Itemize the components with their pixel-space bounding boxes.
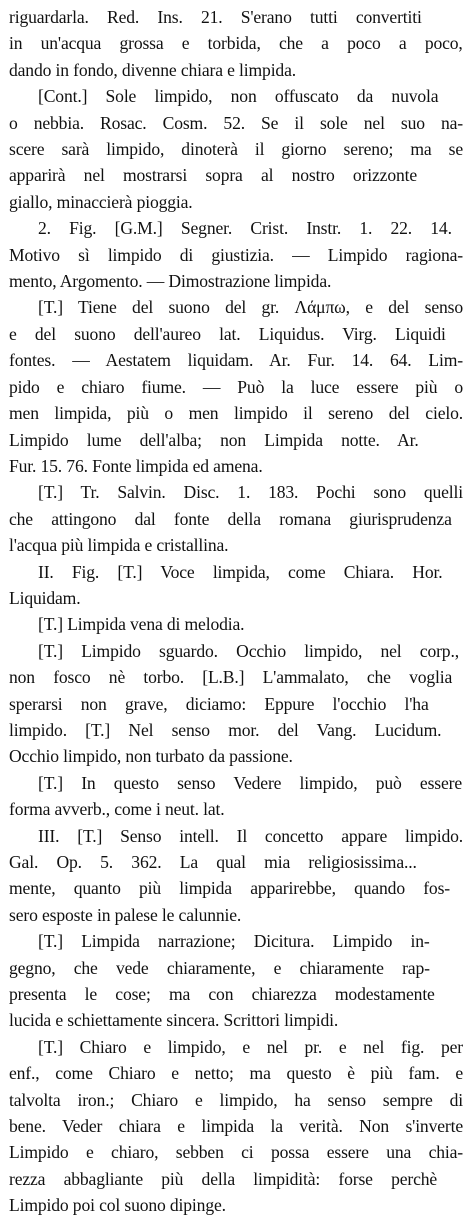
text-line <box>9 928 463 954</box>
line-text: lucida e schiettamente sincera. Scrittori limpidi. <box>9 1010 339 1031</box>
text-line <box>9 796 463 822</box>
line-text: che attingono dal fonte della romana giurisprudenza <box>9 508 452 529</box>
line-text: Fur. 15. 76. Fonte limpida ed amena. <box>9 455 263 476</box>
text-line <box>9 268 463 294</box>
text-line <box>9 136 463 162</box>
line-text: Limpido e chiaro, sebben ci possa essere una chia- <box>9 1142 463 1163</box>
line-text: rezza abbagliante più della limpidità: forse perchè <box>9 1168 438 1189</box>
text-line <box>9 294 463 320</box>
text-line <box>9 189 463 215</box>
text-line <box>9 347 463 373</box>
text-line <box>9 691 463 717</box>
text-line <box>9 1007 463 1033</box>
line-text: o nebbia. Rosac. Cosm. 52. Se il sole nel suo na- <box>9 112 463 133</box>
text-line <box>9 559 463 585</box>
text-line <box>9 321 463 347</box>
text-line <box>9 849 463 875</box>
text-line <box>9 585 463 611</box>
text-line <box>9 823 463 849</box>
line-text: Gal. Op. 5. 362. La qual mia religiosissima... <box>9 852 417 872</box>
line-text: Limpido poi col suono dipinge. <box>9 1195 226 1216</box>
text-line <box>9 875 463 901</box>
text-line <box>9 479 463 505</box>
text-line <box>9 162 463 188</box>
line-text: scere sarà limpido, dinoterà il giorno sereno; ma se <box>9 139 463 160</box>
text-line <box>9 30 463 56</box>
text-line <box>9 532 463 558</box>
line-text: apparirà nel mostrarsi sopra al nostro orizzonte <box>9 165 418 186</box>
text-line <box>9 506 463 532</box>
line-text: mento, Argomento. — Dimostrazione limpida. <box>9 271 332 292</box>
line-text: [T.] Tiene del suono del gr. Λάμπω, e del senso <box>38 297 463 318</box>
text-line <box>9 1034 463 1060</box>
text-line <box>9 770 463 796</box>
line-text: sero esposte in palese le calunnie. <box>9 904 242 925</box>
text-line <box>9 400 463 426</box>
text-line <box>9 638 463 664</box>
text-line <box>9 1139 463 1165</box>
text-line <box>9 1192 463 1218</box>
line-text: mente, quanto più limpida apparirebbe, quando fos- <box>9 878 450 899</box>
text-line <box>9 717 463 743</box>
line-text: enf., come Chiaro e netto; ma questo è più fam. e <box>9 1063 463 1084</box>
text-line <box>9 1087 463 1113</box>
text-line <box>9 1113 463 1139</box>
line-text: Liquidam. <box>9 587 81 608</box>
line-text: [T.] Limpida vena di melodia. <box>38 614 245 635</box>
line-text: Limpido lume dell'alba; non Limpida notte. Ar. <box>9 429 419 450</box>
line-text: sperarsi non grave, diciamo: Eppure l'occhio l'ha <box>9 693 429 714</box>
text-line <box>9 664 463 690</box>
line-text: gegno, che vede chiaramente, e chiaramente rap- <box>9 957 430 978</box>
text-line <box>9 1166 463 1192</box>
line-text: non fosco nè torbo. [L.B.] L'ammalato, che voglia <box>9 667 453 688</box>
line-text: talvolta iron.; Chiaro e limpido, ha senso sempre di <box>9 1089 463 1110</box>
text-line <box>9 743 463 769</box>
line-text: riguardarla. Red. Ins. 21. S'erano tutti convertiti <box>9 7 422 27</box>
line-text: [Cont.] Sole limpido, non offuscato da nuvola <box>38 86 439 107</box>
line-text: [T.] In questo senso Vedere limpido, può essere <box>38 772 463 793</box>
line-text: limpido. [T.] Nel senso mor. del Vang. Lucidum. <box>9 719 442 740</box>
line-text: dando in fondo, divenne chiara e limpida. <box>9 59 296 80</box>
line-text: III. [T.] Senso intell. Il concetto appare limpido. <box>38 825 463 846</box>
line-text: [T.] Limpida narrazione; Dicitura. Limpido in- <box>38 931 430 952</box>
line-text: men limpida, più o men limpido il sereno del cielo. <box>9 403 463 424</box>
line-text: Occhio limpido, non turbato da passione. <box>9 746 293 767</box>
line-text: Motivo sì limpido di giustizia. — Limpido ragiona- <box>9 244 463 265</box>
line-text: in un'acqua grossa e torbida, che a poco a poco, <box>9 33 463 54</box>
text-line <box>9 902 463 928</box>
line-text: [T.] Chiaro e limpido, e nel pr. e nel fig. per <box>38 1036 463 1057</box>
text-line <box>9 611 463 637</box>
text-line <box>9 453 463 479</box>
line-text: giallo, minaccierà pioggia. <box>9 191 193 212</box>
line-text: [T.] Limpido sguardo. Occhio limpido, nel corp., <box>38 640 459 661</box>
line-text: [T.] Tr. Salvin. Disc. 1. 183. Pochi sono quelli <box>38 482 463 503</box>
text-line <box>9 110 463 136</box>
text-line <box>9 57 463 83</box>
text-line <box>9 427 463 453</box>
line-text: forma avverb., come i neut. lat. <box>9 799 225 820</box>
line-text: e del suono dell'aureo lat. Liquidus. Virg. Liquidi <box>9 323 446 344</box>
line-text: II. Fig. [T.] Voce limpida, come Chiara. Hor. <box>38 561 443 582</box>
line-text: pido e chiaro fiume. — Può la luce essere più o <box>9 376 463 397</box>
line-text: presenta le cose; ma con chiarezza modestamente <box>9 984 435 1005</box>
line-text: 2. Fig. [G.M.] Segner. Crist. Instr. 1. 22. 14. <box>38 218 452 239</box>
text-line <box>9 955 463 981</box>
text-line <box>9 981 463 1007</box>
text-line <box>9 374 463 400</box>
line-text: bene. Veder chiara e limpida la verità. Non s'inverte <box>9 1116 463 1137</box>
text-line <box>9 215 463 241</box>
line-text: l'acqua più limpida e cristallina. <box>9 535 229 556</box>
text-line <box>9 83 463 109</box>
text-line <box>9 242 463 268</box>
text-line <box>9 4 463 30</box>
line-text: fontes. — Aestatem liquidam. Ar. Fur. 14. 64. Lim- <box>9 350 463 371</box>
text-line <box>9 1060 463 1086</box>
